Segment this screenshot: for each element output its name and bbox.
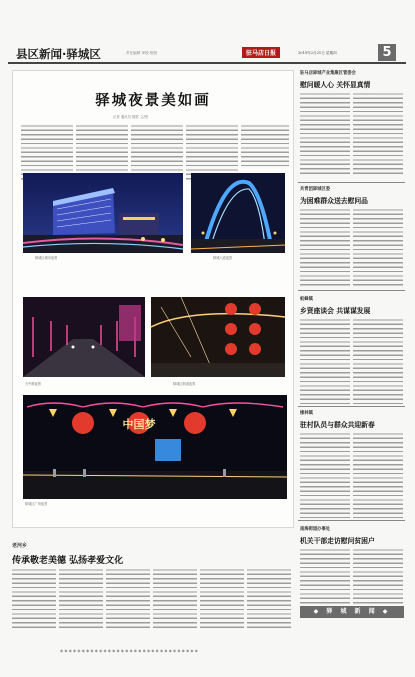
caption-4: 驿城区街道夜景 <box>173 382 196 386</box>
sidebar-article-4 <box>298 410 405 520</box>
sidebar-text <box>353 92 403 176</box>
photo-road-night <box>23 297 145 377</box>
sidebar-divider <box>298 290 405 291</box>
sidebar-kicker-2: 共青团驿城区委 <box>300 187 331 192</box>
bottom-headline: 传承敬老美德 弘扬孝爱文化 <box>12 556 124 566</box>
issue-date: 2019年2月21日 星期四 <box>298 51 337 55</box>
body-text-col-5 <box>241 124 289 168</box>
page-ornament: ◆ ◆ ◆ ◆ ◆ ◆ ◆ ◆ ◆ ◆ ◆ ◆ ◆ ◆ ◆ ◆ ◆ ◆ ◆ ◆ ◆ ◆ ◆ ◆ ◆ ◆ ◆ ◆ ◆ ◆ ◆ ◆ <box>60 648 198 653</box>
sidebar-divider <box>298 406 405 407</box>
sidebar-kicker-5: 南海街道办事处 <box>300 527 331 532</box>
photo-building-night <box>23 173 183 253</box>
caption-2: 驿城大道夜景 <box>213 256 233 260</box>
sidebar-text <box>353 432 403 520</box>
bottom-kicker: 老河乡 <box>12 543 28 549</box>
feature-byline: 记者 通讯员 摄影 文/图 <box>113 115 148 119</box>
sidebar-divider <box>298 182 405 183</box>
editor-meta: 责任编辑 审校 排版 <box>126 51 158 55</box>
bottom-text-col-5 <box>200 568 244 628</box>
sidebar-text <box>300 92 350 176</box>
sidebar-text <box>300 318 350 406</box>
sidebar-divider <box>298 520 405 521</box>
header-rule <box>8 62 406 64</box>
sidebar-headline-4: 驻村队员与群众共迎新春 <box>300 421 375 429</box>
footer-banner: ◆ 驿 城 新 闻 ◆ <box>300 606 404 618</box>
sidebar-article-3 <box>298 296 405 406</box>
bottom-text-col-6 <box>247 568 291 628</box>
sidebar-text <box>300 432 350 520</box>
sidebar-article-5 <box>298 526 405 606</box>
sidebar-headline-1: 慰问暖人心 关怀显真情 <box>300 81 371 89</box>
bottom-text-col-2 <box>59 568 103 628</box>
sidebar-text <box>300 548 350 604</box>
sidebar-kicker-4: 橡林镇 <box>300 411 313 416</box>
sidebar-article-1 <box>298 70 405 180</box>
sidebar-text <box>353 208 403 286</box>
sidebar-text <box>353 318 403 406</box>
page-number: 5 <box>378 44 396 61</box>
caption-1: 驿城区城市夜景 <box>35 256 58 260</box>
caption-5: 驿城区广场夜景 <box>25 502 48 506</box>
feature-article <box>12 70 294 528</box>
sign-text: 中国梦 <box>122 418 156 431</box>
page-header <box>8 44 406 64</box>
sidebar-headline-5: 机关干部走访慰问贫困户 <box>300 537 375 545</box>
sidebar-article-2 <box>298 186 405 296</box>
photo-lanterns-night <box>151 297 285 377</box>
feature-title: 驿城夜景美如画 <box>95 93 211 109</box>
sidebar-kicker-3: 蚁蜂镇 <box>300 297 313 302</box>
photo-arch-night <box>191 173 285 253</box>
sidebar-text <box>300 208 350 286</box>
caption-3: 天中路夜景 <box>25 382 41 386</box>
sidebar-headline-2: 为困难群众送去慰问品 <box>300 197 368 205</box>
sidebar-kicker-1: 驻马店驿城产业集聚区管委会 <box>300 71 356 76</box>
bottom-article <box>12 540 294 640</box>
sidebar-headline-3: 乡贤座谈会 共谋谋发展 <box>300 307 371 315</box>
section-title: 县区新闻·驿城区 <box>16 47 101 61</box>
bottom-text-col-1 <box>12 568 56 628</box>
bottom-text-col-4 <box>153 568 197 628</box>
sidebar-text <box>353 548 403 604</box>
photo-square-night <box>23 395 287 499</box>
bottom-text-col-3 <box>106 568 150 628</box>
newspaper-logo: 驻马店日报 <box>242 47 280 58</box>
